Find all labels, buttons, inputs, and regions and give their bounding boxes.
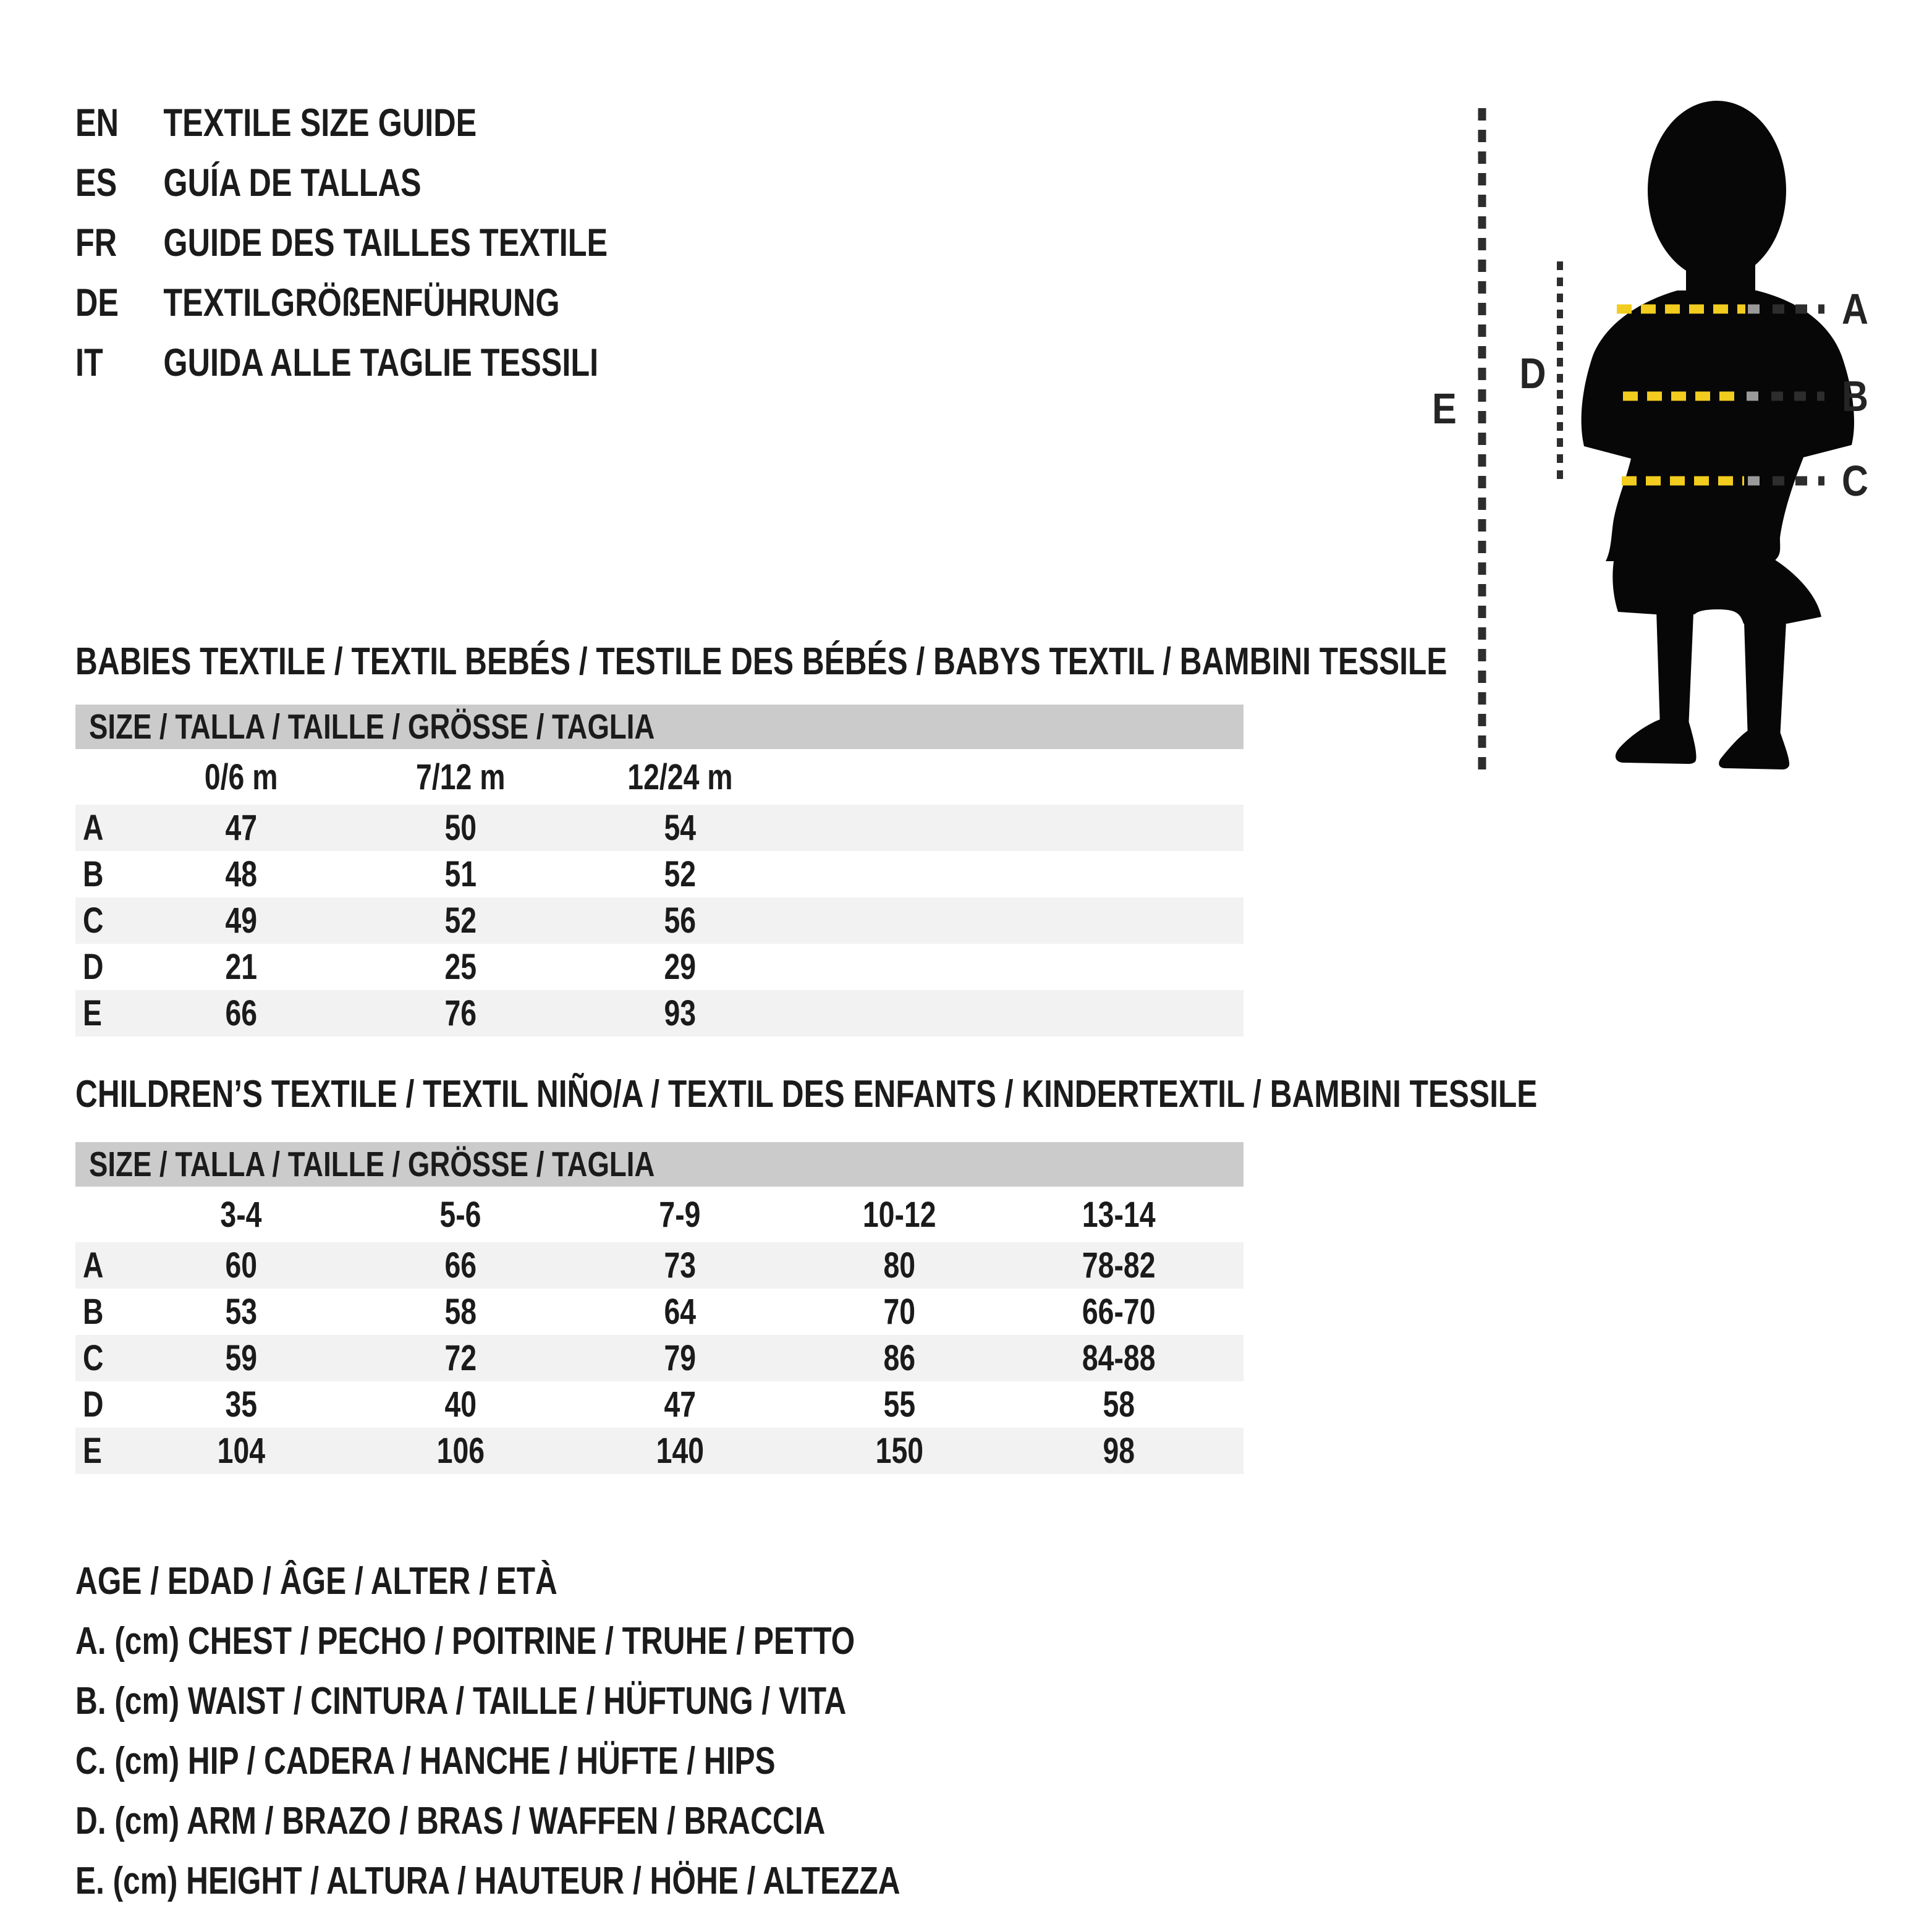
column-header: 7-9 xyxy=(659,1194,701,1235)
table-cell: 150 xyxy=(875,1431,923,1471)
lang-row-fr xyxy=(75,213,740,273)
table-row xyxy=(75,1289,1244,1335)
table-cell: 56 xyxy=(664,900,696,941)
table-cell: 58 xyxy=(444,1292,477,1332)
table-cell: 47 xyxy=(225,808,257,848)
table-row xyxy=(75,944,1244,990)
lang-title: TEXTILE SIZE GUIDE xyxy=(163,101,477,145)
table-cell: 21 xyxy=(225,947,257,987)
row-label: B xyxy=(83,854,104,894)
row-label: A xyxy=(83,808,104,848)
row-label: B xyxy=(83,1292,104,1332)
arm-label-d: D xyxy=(1519,349,1546,398)
row-label: C xyxy=(83,900,104,941)
table-cell: 140 xyxy=(656,1431,704,1471)
table-cell: 64 xyxy=(664,1292,696,1332)
table-cell: 47 xyxy=(664,1384,696,1425)
table-cell: 66 xyxy=(444,1245,477,1286)
silhouette-right-shoe xyxy=(1719,731,1789,769)
table-cell: 58 xyxy=(1103,1384,1135,1425)
table-cell: 106 xyxy=(436,1431,485,1471)
table-row xyxy=(75,1335,1244,1381)
table-cell: 48 xyxy=(225,854,257,894)
table-cell: 50 xyxy=(444,808,477,848)
babies-section-title: BABIES TEXTILE / TEXTIL BEBÉS / TESTILE DES BÉBÉS / BABYS TEXTIL / BAMBINI TESSILE xyxy=(75,640,1447,683)
table-cell: 60 xyxy=(225,1245,257,1286)
row-label: C xyxy=(83,1338,104,1378)
legend-line-hip: C. (cm) HIP / CADERA / HANCHE / HÜFTE / HIPS xyxy=(75,1739,776,1782)
table-cell: 35 xyxy=(225,1384,257,1425)
measurement-figure xyxy=(1409,87,1932,803)
column-header: 3-4 xyxy=(220,1194,262,1235)
table-cell: 86 xyxy=(883,1338,915,1378)
table-row xyxy=(75,1428,1244,1474)
size-header-label: SIZE / TALLA / TAILLE / GRÖSSE / TAGLIA xyxy=(89,1145,655,1184)
table-cell: 76 xyxy=(444,993,477,1033)
table-row xyxy=(75,805,1244,851)
lang-title: GUIDA ALLE TAGLIE TESSILI xyxy=(163,341,599,384)
lang-code: ES xyxy=(75,161,117,205)
table-cell: 73 xyxy=(664,1245,696,1286)
table-cell: 59 xyxy=(225,1338,257,1378)
table-cell: 70 xyxy=(883,1292,915,1332)
column-header: 10-12 xyxy=(862,1194,936,1235)
table-cell: 25 xyxy=(444,947,477,987)
column-header: 13-14 xyxy=(1082,1194,1156,1235)
size-header-label: SIZE / TALLA / TAILLE / GRÖSSE / TAGLIA xyxy=(89,707,655,747)
children-section-title: CHILDREN’S TEXTILE / TEXTIL NIÑO/A / TEXTIL DES ENFANTS / KINDERTEXTIL / BAMBINI TESSILE xyxy=(75,1072,1538,1116)
children-column-headers xyxy=(75,1187,1244,1242)
babies-size-table xyxy=(75,705,1244,1036)
legend-line-waist: B. (cm) WAIST / CINTURA / TAILLE / HÜFTUNG / VITA xyxy=(75,1679,847,1722)
lang-code: EN xyxy=(75,101,119,145)
table-cell: 49 xyxy=(225,900,257,941)
table-cell: 78-82 xyxy=(1082,1245,1156,1286)
table-cell: 93 xyxy=(664,993,696,1033)
table-cell: 51 xyxy=(444,854,477,894)
lang-row-es xyxy=(75,153,507,213)
lang-code: DE xyxy=(75,281,119,324)
lang-code: IT xyxy=(75,341,103,384)
row-label: D xyxy=(83,1384,104,1425)
hip-label-c: C xyxy=(1842,456,1868,506)
table-cell: 72 xyxy=(444,1338,477,1378)
table-cell: 79 xyxy=(664,1338,696,1378)
table-row xyxy=(75,1242,1244,1289)
table-cell: 98 xyxy=(1103,1431,1135,1471)
lang-title: GUÍA DE TALLAS xyxy=(163,161,422,205)
row-label: E xyxy=(83,993,102,1033)
column-header: 12/24 m xyxy=(627,756,733,797)
column-header: 5-6 xyxy=(439,1194,481,1235)
table-cell: 55 xyxy=(883,1384,915,1425)
silhouette-shirt xyxy=(1582,290,1854,561)
table-cell: 104 xyxy=(217,1431,265,1471)
lang-code: FR xyxy=(75,221,117,265)
waist-label-b: B xyxy=(1842,371,1868,421)
legend-line-chest: A. (cm) CHEST / PECHO / POITRINE / TRUHE / PETTO xyxy=(75,1619,855,1663)
table-row xyxy=(75,851,1244,897)
table-cell: 66-70 xyxy=(1082,1292,1156,1332)
children-size-table xyxy=(75,1142,1244,1474)
table-cell: 29 xyxy=(664,947,696,987)
babies-size-header-band xyxy=(75,705,1244,749)
table-cell: 54 xyxy=(664,808,696,848)
silhouette-shorts xyxy=(1612,557,1821,624)
table-cell: 40 xyxy=(444,1384,477,1425)
column-header: 0/6 m xyxy=(204,756,278,797)
row-label: E xyxy=(83,1431,102,1471)
silhouette-left-shoe xyxy=(1616,719,1697,764)
table-row xyxy=(75,1381,1244,1428)
children-size-header-band xyxy=(75,1142,1244,1187)
lang-row-en xyxy=(75,93,577,153)
silhouette-head xyxy=(1648,101,1786,280)
table-row xyxy=(75,990,1244,1036)
legend-line-height: E. (cm) HEIGHT / ALTURA / HAUTEUR / HÖHE / ALTEZZA xyxy=(75,1859,900,1902)
table-cell: 80 xyxy=(883,1245,915,1286)
lang-title: TEXTILGRÖßENFÜHRUNG xyxy=(163,281,560,324)
table-row xyxy=(75,897,1244,944)
lang-row-de xyxy=(75,273,680,333)
legend-line-age: AGE / EDAD / ÂGE / ALTER / ETÀ xyxy=(75,1559,557,1603)
lang-row-it xyxy=(75,333,729,392)
row-label: A xyxy=(83,1245,104,1286)
lang-title: GUIDE DES TAILLES TEXTILE xyxy=(163,221,608,265)
chest-label-a: A xyxy=(1842,284,1868,334)
legend-line-arm: D. (cm) ARM / BRAZO / BRAS / WAFFEN / BRACCIA xyxy=(75,1799,826,1842)
row-label: D xyxy=(83,947,104,987)
column-header: 7/12 m xyxy=(415,756,506,797)
table-cell: 52 xyxy=(444,900,477,941)
babies-column-headers xyxy=(75,749,1244,805)
table-cell: 66 xyxy=(225,993,257,1033)
table-cell: 52 xyxy=(664,854,696,894)
table-cell: 84-88 xyxy=(1082,1338,1156,1378)
height-label-e: E xyxy=(1432,384,1457,433)
table-cell: 53 xyxy=(225,1292,257,1332)
